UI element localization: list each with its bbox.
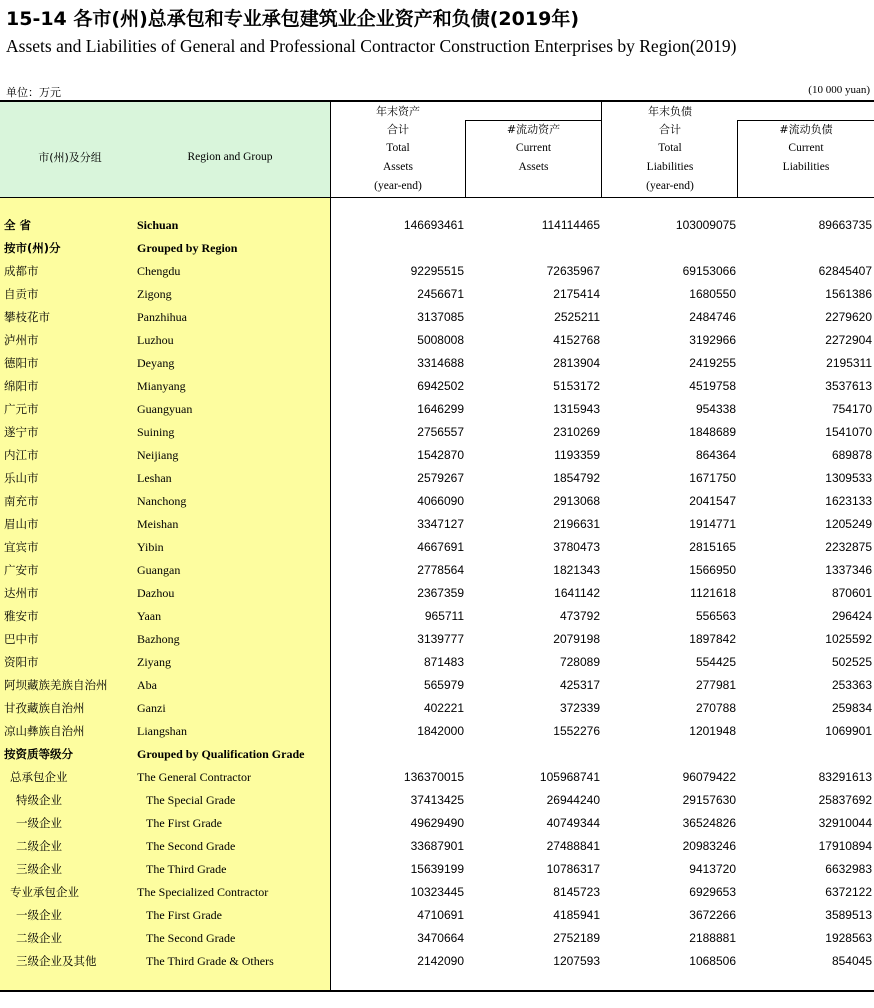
row-label-cn: 雅安市 [4, 609, 39, 623]
current-assets-value: 2752189 [553, 931, 600, 945]
row-label-en: Ziyang [137, 655, 171, 669]
current-liabilities-value: 25837692 [818, 793, 872, 807]
row-label-en: Grouped by Region [137, 241, 238, 255]
total-liabilities-value: 29157630 [682, 793, 736, 807]
total-assets-value: 3347127 [417, 517, 464, 531]
table-row [0, 788, 874, 811]
row-label-cn: 巴中市 [4, 632, 39, 646]
row-label-en: Neijiang [137, 448, 179, 462]
row-label-en: Suining [137, 425, 175, 439]
total-liabilities-value: 1068506 [689, 954, 736, 968]
total-assets-value: 3139777 [417, 632, 464, 646]
current-liabilities-value: 689878 [831, 448, 872, 462]
total-assets-value: 4066090 [417, 494, 464, 508]
row-label-cn: 三级企业 [16, 862, 62, 876]
total-assets-value: 2778564 [417, 563, 464, 577]
current-assets-value: 473792 [559, 609, 600, 623]
header-current-assets: #流动资产 Current Assets [506, 123, 561, 173]
row-label-cn: 遂宁市 [4, 425, 39, 439]
row-label-cn: 绵阳市 [4, 379, 39, 393]
table-row [0, 673, 874, 696]
current-liabilities-value: 3589513 [825, 908, 872, 922]
total-assets-value: 1646299 [417, 402, 464, 416]
row-label-cn: 二级企业 [16, 931, 62, 945]
current-liabilities-value: 502525 [831, 655, 872, 669]
total-assets-value: 10323445 [410, 885, 464, 899]
row-label-en: Liangshan [137, 724, 187, 738]
total-assets-value: 33687901 [410, 839, 464, 853]
current-assets-value: 425317 [559, 678, 600, 692]
total-liabilities-value: 3672266 [689, 908, 736, 922]
page-title-chinese: 15-14 各市(州)总承包和专业承包建筑业企业资产和负债(2019年) [6, 8, 579, 30]
header-region-cn: 市(州)及分组 [38, 151, 102, 164]
current-assets-value: 5153172 [553, 379, 600, 393]
row-label-cn: 二级企业 [16, 839, 62, 853]
current-assets-value: 8145723 [553, 885, 600, 899]
row-label-en: Grouped by Qualification Grade [137, 747, 305, 761]
row-label-en: The First Grade [146, 816, 222, 830]
total-liabilities-value: 103009075 [675, 218, 736, 232]
current-liabilities-value: 870601 [831, 586, 872, 600]
row-label-en: Ganzi [137, 701, 166, 715]
table-row [0, 489, 874, 512]
total-liabilities-value: 2484746 [689, 310, 736, 324]
current-liabilities-value: 1541070 [825, 425, 872, 439]
current-assets-value: 1207593 [553, 954, 600, 968]
current-assets-value: 1854792 [553, 471, 600, 485]
row-label-cn: 凉山彝族自治州 [4, 724, 85, 738]
total-liabilities-value: 270788 [695, 701, 736, 715]
current-assets-value: 26944240 [546, 793, 600, 807]
current-assets-value: 2196631 [553, 517, 600, 531]
current-liabilities-value: 1561386 [825, 287, 872, 301]
current-assets-value: 2913068 [553, 494, 600, 508]
current-liabilities-value: 83291613 [818, 770, 872, 784]
current-liabilities-value: 1205249 [825, 517, 872, 531]
table-row [0, 328, 874, 351]
row-label-cn: 内江市 [4, 448, 39, 462]
table-row [0, 926, 874, 949]
total-assets-value: 3314688 [417, 356, 464, 370]
table-row [0, 650, 874, 673]
table-row [0, 397, 874, 420]
total-assets-value: 146693461 [403, 218, 464, 232]
row-label-cn: 广安市 [4, 563, 39, 577]
row-label-en: Meishan [137, 517, 179, 531]
row-label-en: Deyang [137, 356, 175, 370]
table-row [0, 696, 874, 719]
total-liabilities-value: 1201948 [689, 724, 736, 738]
table-row [0, 834, 874, 857]
current-liabilities-value: 1337346 [825, 563, 872, 577]
total-liabilities-value: 2188881 [689, 931, 736, 945]
table-row [0, 512, 874, 535]
row-label-cn: 达州市 [4, 586, 39, 600]
table-row [0, 443, 874, 466]
row-label-en: Panzhihua [137, 310, 187, 324]
row-label-en: Yaan [137, 609, 162, 623]
total-liabilities-value: 1897842 [689, 632, 736, 646]
table-row [0, 351, 874, 374]
total-liabilities-value: 1680550 [689, 287, 736, 301]
current-liabilities-value: 2279620 [825, 310, 872, 324]
total-assets-value: 136370015 [403, 770, 464, 784]
current-liabilities-value: 2195311 [826, 356, 872, 370]
total-assets-value: 3137085 [417, 310, 464, 324]
row-label-en: Bazhong [137, 632, 180, 646]
total-liabilities-value: 20983246 [682, 839, 736, 853]
row-label-en: Mianyang [137, 379, 186, 393]
row-label-cn: 广元市 [4, 402, 39, 416]
row-label-en: Luzhou [137, 333, 174, 347]
total-assets-value: 402221 [423, 701, 464, 715]
table-row [0, 236, 874, 259]
total-liabilities-value: 554425 [695, 655, 736, 669]
unit-label-english: (10 000 yuan) [808, 84, 870, 96]
total-assets-value: 2367359 [417, 586, 464, 600]
current-liabilities-value: 1069901 [825, 724, 872, 738]
total-assets-value: 965711 [424, 609, 464, 623]
table-row [0, 719, 874, 742]
total-liabilities-value: 556563 [695, 609, 736, 623]
current-liabilities-value: 2272904 [825, 333, 872, 347]
row-label-cn: 总承包企业 [10, 770, 68, 784]
row-label-cn: 甘孜藏族自治州 [4, 701, 85, 715]
total-assets-value: 49629490 [410, 816, 464, 830]
table-row [0, 627, 874, 650]
row-label-cn: 眉山市 [4, 517, 39, 531]
total-liabilities-value: 69153066 [682, 264, 736, 278]
table-row [0, 374, 874, 397]
total-liabilities-value: 1121618 [690, 586, 736, 600]
total-assets-value: 2579267 [417, 471, 464, 485]
total-liabilities-value: 1671750 [689, 471, 736, 485]
row-label-en: The Third Grade & Others [146, 954, 274, 968]
total-liabilities-value: 9413720 [689, 862, 736, 876]
row-label-en: Sichuan [137, 218, 179, 232]
row-label-cn: 全 省 [4, 218, 32, 232]
table-row [0, 765, 874, 788]
current-liabilities-value: 1928563 [825, 931, 872, 945]
current-assets-value: 728089 [559, 655, 600, 669]
row-label-en: Yibin [137, 540, 164, 554]
current-assets-value: 2175414 [553, 287, 600, 301]
current-assets-value: 27488841 [546, 839, 600, 853]
table-row [0, 259, 874, 282]
table-row [0, 604, 874, 627]
current-assets-value: 2813904 [553, 356, 600, 370]
row-label-en: Nanchong [137, 494, 187, 508]
table-row [0, 466, 874, 489]
total-assets-value: 1842000 [417, 724, 464, 738]
row-label-cn: 按资质等级分 [4, 747, 73, 761]
current-liabilities-value: 1025592 [825, 632, 872, 646]
current-liabilities-value: 17910894 [818, 839, 872, 853]
table-row [0, 420, 874, 443]
current-liabilities-value: 6632983 [825, 862, 872, 876]
row-label-en: Chengdu [137, 264, 181, 278]
table-row [0, 949, 874, 972]
current-liabilities-value: 2232875 [825, 540, 872, 554]
table-row [0, 305, 874, 328]
row-label-cn: 宜宾市 [4, 540, 39, 554]
row-label-cn: 三级企业及其他 [16, 954, 97, 968]
current-liabilities-value: 3537613 [825, 379, 872, 393]
row-label-en: The Special Grade [146, 793, 236, 807]
current-assets-value: 2079198 [553, 632, 600, 646]
table-row [0, 880, 874, 903]
row-label-en: The General Contractor [137, 770, 251, 784]
total-assets-value: 1542870 [417, 448, 464, 462]
current-liabilities-value: 1309533 [825, 471, 872, 485]
total-assets-value: 2456671 [417, 287, 464, 301]
unit-label-chinese: 单位：万元 [6, 86, 61, 99]
current-assets-value: 114114465 [541, 218, 600, 232]
table-row [0, 581, 874, 604]
row-label-en: Guangyuan [137, 402, 193, 416]
current-assets-value: 1552276 [553, 724, 600, 738]
total-liabilities-value: 1848689 [689, 425, 736, 439]
row-label-cn: 乐山市 [4, 471, 39, 485]
total-assets-value: 2756557 [417, 425, 464, 439]
table-row [0, 535, 874, 558]
row-label-en: Zigong [137, 287, 172, 301]
total-assets-value: 15639199 [410, 862, 464, 876]
row-label-cn: 自贡市 [4, 287, 39, 301]
header-assets-group: 年末资产 [376, 105, 420, 118]
row-label-cn: 一级企业 [16, 816, 62, 830]
current-assets-value: 4152768 [553, 333, 600, 347]
total-assets-value: 871483 [423, 655, 464, 669]
row-label-cn: 专业承包企业 [10, 885, 79, 899]
total-liabilities-value: 954338 [695, 402, 736, 416]
total-assets-value: 6942502 [417, 379, 464, 393]
current-liabilities-value: 62845407 [818, 264, 872, 278]
current-assets-value: 1821343 [553, 563, 600, 577]
current-assets-value: 105968741 [539, 770, 600, 784]
total-assets-value: 2142090 [417, 954, 464, 968]
current-liabilities-value: 32910044 [818, 816, 872, 830]
row-label-cn: 攀枝花市 [4, 310, 50, 324]
total-assets-value: 3470664 [417, 931, 464, 945]
table-row [0, 213, 874, 236]
row-label-en: The Second Grade [146, 839, 236, 853]
current-liabilities-value: 6372122 [825, 885, 872, 899]
total-liabilities-value: 36524826 [682, 816, 736, 830]
current-assets-value: 1315943 [553, 402, 600, 416]
table-row [0, 903, 874, 926]
table-row [0, 558, 874, 581]
total-liabilities-value: 1914771 [689, 517, 736, 531]
header-bottom-rule [0, 197, 874, 198]
row-label-cn: 成都市 [4, 264, 39, 278]
current-assets-value: 40749344 [546, 816, 600, 830]
current-liabilities-value: 1623133 [825, 494, 872, 508]
current-assets-value: 4185941 [553, 908, 600, 922]
total-liabilities-value: 3192966 [689, 333, 736, 347]
table-row [0, 742, 874, 765]
row-label-cn: 一级企业 [16, 908, 62, 922]
current-assets-value: 2525211 [554, 310, 600, 324]
table-row [0, 857, 874, 880]
row-label-en: Dazhou [137, 586, 175, 600]
current-assets-value: 1193359 [554, 448, 600, 462]
row-label-en: The Specialized Contractor [137, 885, 269, 899]
current-assets-value: 72635967 [546, 264, 600, 278]
assets-liab-divider [601, 102, 602, 197]
current-liabilities-value: 754170 [831, 402, 872, 416]
current-assets-value: 1641142 [554, 586, 600, 600]
page-title-english: Assets and Liabilities of General and Professional Contractor Construction Enterprises by Region(2019) [6, 36, 737, 56]
current-liabilities-value: 259834 [831, 701, 872, 715]
table-row [0, 282, 874, 305]
total-liabilities-value: 4519758 [689, 379, 736, 393]
row-label-en: Aba [137, 678, 157, 692]
total-liabilities-value: 2815165 [689, 540, 736, 554]
current-liabilities-value: 854045 [831, 954, 872, 968]
row-label-en: The Third Grade [146, 862, 227, 876]
row-label-cn: 南充市 [4, 494, 39, 508]
table-row [0, 811, 874, 834]
current-assets-value: 10786317 [546, 862, 600, 876]
current-assets-value: 372339 [559, 701, 600, 715]
row-label-cn: 阿坝藏族羌族自治州 [4, 678, 108, 692]
current-liabilities-value: 89663735 [818, 218, 872, 232]
total-liabilities-value: 2419255 [689, 356, 736, 370]
total-liabilities-value: 96079422 [682, 770, 736, 784]
header-total-liabilities: 合计 Total Liabilities (year-end) [646, 123, 694, 192]
row-label-cn: 泸州市 [4, 333, 39, 347]
total-liabilities-value: 6929653 [689, 885, 736, 899]
header-liabilities-group: 年末负债 [648, 105, 692, 118]
table-bottom-rule [0, 990, 874, 992]
current-liabilities-value: 253363 [831, 678, 872, 692]
total-assets-value: 4710691 [417, 908, 464, 922]
total-assets-value: 4667691 [417, 540, 464, 554]
total-liabilities-value: 277981 [695, 678, 736, 692]
row-label-en: Guangan [137, 563, 181, 577]
row-label-cn: 按市(州)分 [4, 241, 61, 255]
header-total-assets: 合计 Total Assets (year-end) [374, 123, 422, 192]
current-assets-value: 3780473 [553, 540, 600, 554]
header-current-liabilities: #流动负债 Current Liabilities [779, 123, 833, 173]
row-label-en: The First Grade [146, 908, 222, 922]
row-label-cn: 资阳市 [4, 655, 39, 669]
total-assets-value: 565979 [423, 678, 464, 692]
row-label-cn: 特级企业 [16, 793, 62, 807]
current-assets-value: 2310269 [553, 425, 600, 439]
header-region-en: Region and Group [187, 151, 273, 163]
total-assets-value: 5008008 [417, 333, 464, 347]
row-label-en: The Second Grade [146, 931, 236, 945]
row-label-cn: 德阳市 [4, 356, 39, 370]
total-assets-value: 92295515 [410, 264, 464, 278]
total-liabilities-value: 2041547 [689, 494, 736, 508]
total-liabilities-value: 864364 [695, 448, 736, 462]
total-assets-value: 37413425 [410, 793, 464, 807]
row-label-en: Leshan [137, 471, 172, 485]
total-liabilities-value: 1566950 [689, 563, 736, 577]
current-liabilities-value: 296424 [831, 609, 872, 623]
